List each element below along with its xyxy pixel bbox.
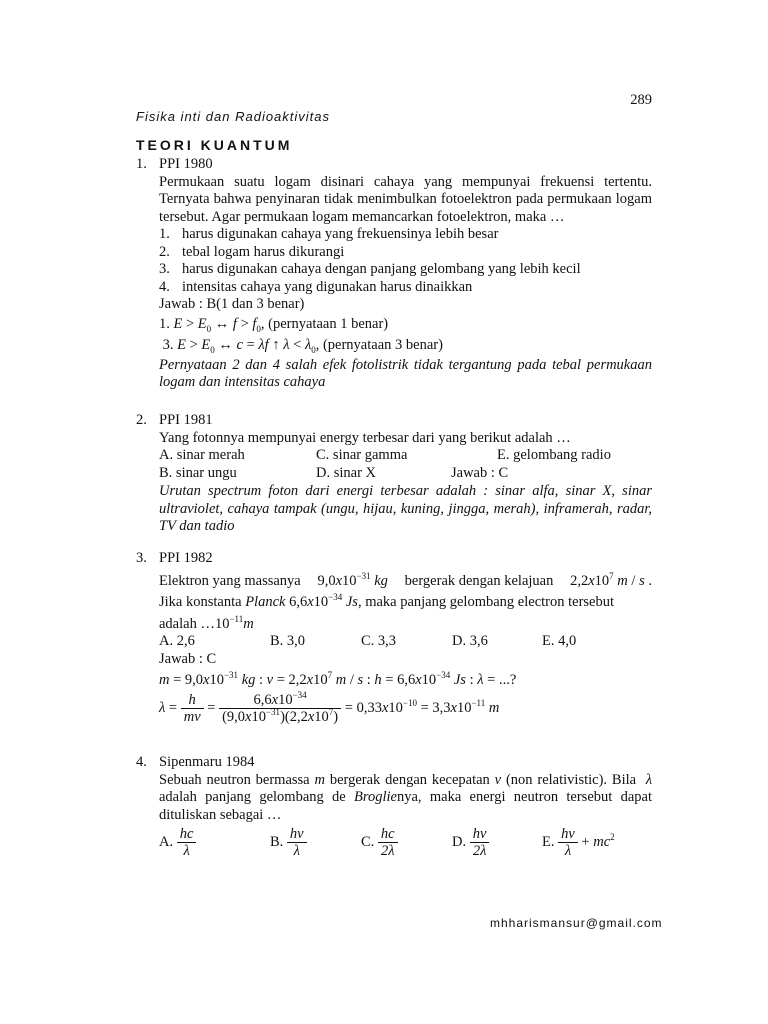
option-item: 2. tebal logam harus dikurangi (159, 243, 345, 260)
question-number: 1. (136, 156, 147, 172)
option-item: 1. harus digunakan cahaya yang frekuensinya lebih besar (159, 226, 499, 242)
question-number: 4. (136, 754, 147, 770)
option-e: E. $\frac{hv}{\lambda}$ + $mc^2$ (542, 826, 615, 859)
option-b: B. 3,0 (270, 633, 306, 649)
solution-line-3: 3. $E > E_0$ ↔ c = λf ↑ $\lambda < \lambda_0$, (pernyataan 3 benar) (162, 337, 443, 355)
option-b: B. $\frac{hv}{\lambda}$ (270, 826, 307, 859)
options-row (159, 826, 652, 870)
question-4 (136, 754, 652, 870)
question-number: 2. (136, 412, 147, 428)
option-item: 4. intensitas cahaya yang digunakan harus dinaikkan (159, 278, 473, 295)
option-c: C. $\frac{hc}{2\lambda}$ (361, 826, 398, 859)
option-d: D. $\frac{hv}{2\lambda}$ (452, 826, 489, 859)
question-1 (136, 156, 652, 392)
option-a: A. $\frac{hc}{\lambda}$ (159, 826, 196, 859)
question-text: Permukaan suatu logam disinari cahaya yang mempunyai frekuensi tertentu. Ternyata bahwa penyinaran tidak menimbulkan fotoelektron pada permukaan logam tersebut. Agar permukaan logam memancarkan fotoelektron, maka … (159, 173, 652, 225)
answer: Jawab : B(1 dan 3 benar) (159, 296, 305, 312)
question-line-3: adalah $\dots 10^{-11}m$ (159, 613, 254, 632)
question-source: Sipenmaru 1984 (159, 754, 255, 770)
question-line-2: Jika konstanta Planck $6,6x10^{-34}$ Js, maka panjang gelombang electron tersebut (159, 592, 615, 610)
solution-line-1: 1. $E > E_0$ ↔ $f > f_0$, (pernyataan 1 benar) (159, 315, 389, 334)
solution-formula: λ = $\frac{h}{mv}$ = $\frac{6,6x10^{-34}}{(9,0x10^{-31})(2,2x10^7)}$ = $0,33x10^{-10} = 3,3x10^{-11}$ m (159, 690, 500, 725)
answer: Jawab : C (451, 465, 509, 481)
option-e: E. 4,0 (542, 633, 577, 649)
explanation: Pernyataan 2 dan 4 salah efek fotolistrik tidak tergantung pada tebal permukaan logam dan intensitas cahaya (159, 356, 652, 390)
question-text: Yang fotonnya mempunyai energy terbesar dari yang berikut adalah … (159, 429, 571, 446)
running-head: Fisika inti dan Radioaktivitas (136, 109, 331, 124)
question-source: PPI 1982 (159, 550, 213, 566)
option-a: A. 2,6 (159, 633, 195, 649)
section-title: TEORI KUANTUM (136, 137, 293, 153)
option-d: D. 3,6 (452, 633, 488, 649)
question-number: 3. (136, 550, 147, 566)
options-row-2 (159, 465, 652, 483)
option-item: 3. harus digunakan cahaya dengan panjang gelombang yang lebih kecil (159, 261, 581, 277)
question-source: PPI 1980 (159, 156, 213, 172)
option-e: E. gelombang radio (497, 447, 611, 463)
question-line-1: Elektron yang massanya $9,0x10^{-31}$ kg bergerak dengan kelajuan $2,2x10^7$ m / s . (159, 570, 652, 589)
question-3 (136, 550, 652, 725)
page-number: 289 (630, 92, 652, 108)
footer-email: mhharismansur@gmail.com (490, 916, 663, 930)
question-2 (136, 412, 652, 536)
solution-given: $m = 9,0x10^{-31}$ kg : $v = 2,2x10^7$ m / s : $h = 6,6x10^{-34}$ Js : λ = ...? (159, 669, 517, 688)
answer: Jawab : C (159, 651, 217, 667)
option-c: C. sinar gamma (316, 447, 408, 463)
options-row (159, 633, 652, 651)
option-b: B. sinar ungu (159, 465, 237, 481)
question-text: Sebuah neutron bermassa m bergerak dengan kecepatan v (non relativistic). Bila λ adalah panjang gelombang de Broglienya, maka energi neutron tersebut dapat dituliskan sebagai … (159, 771, 653, 823)
option-list (159, 226, 652, 296)
explanation: Urutan spectrum foton dari energi terbesar adalah : sinar alfa, sinar X, sinar ultraviolet, cahaya tampak (ungu, hijau, kuning, jingga, merah), inframerah, radar, TV dan tadio (159, 483, 652, 534)
question-source: PPI 1981 (159, 412, 213, 428)
options-row-1 (159, 447, 652, 465)
option-a: A. sinar merah (159, 447, 245, 463)
option-d: D. sinar X (316, 465, 377, 481)
option-c: C. 3,3 (361, 633, 397, 649)
